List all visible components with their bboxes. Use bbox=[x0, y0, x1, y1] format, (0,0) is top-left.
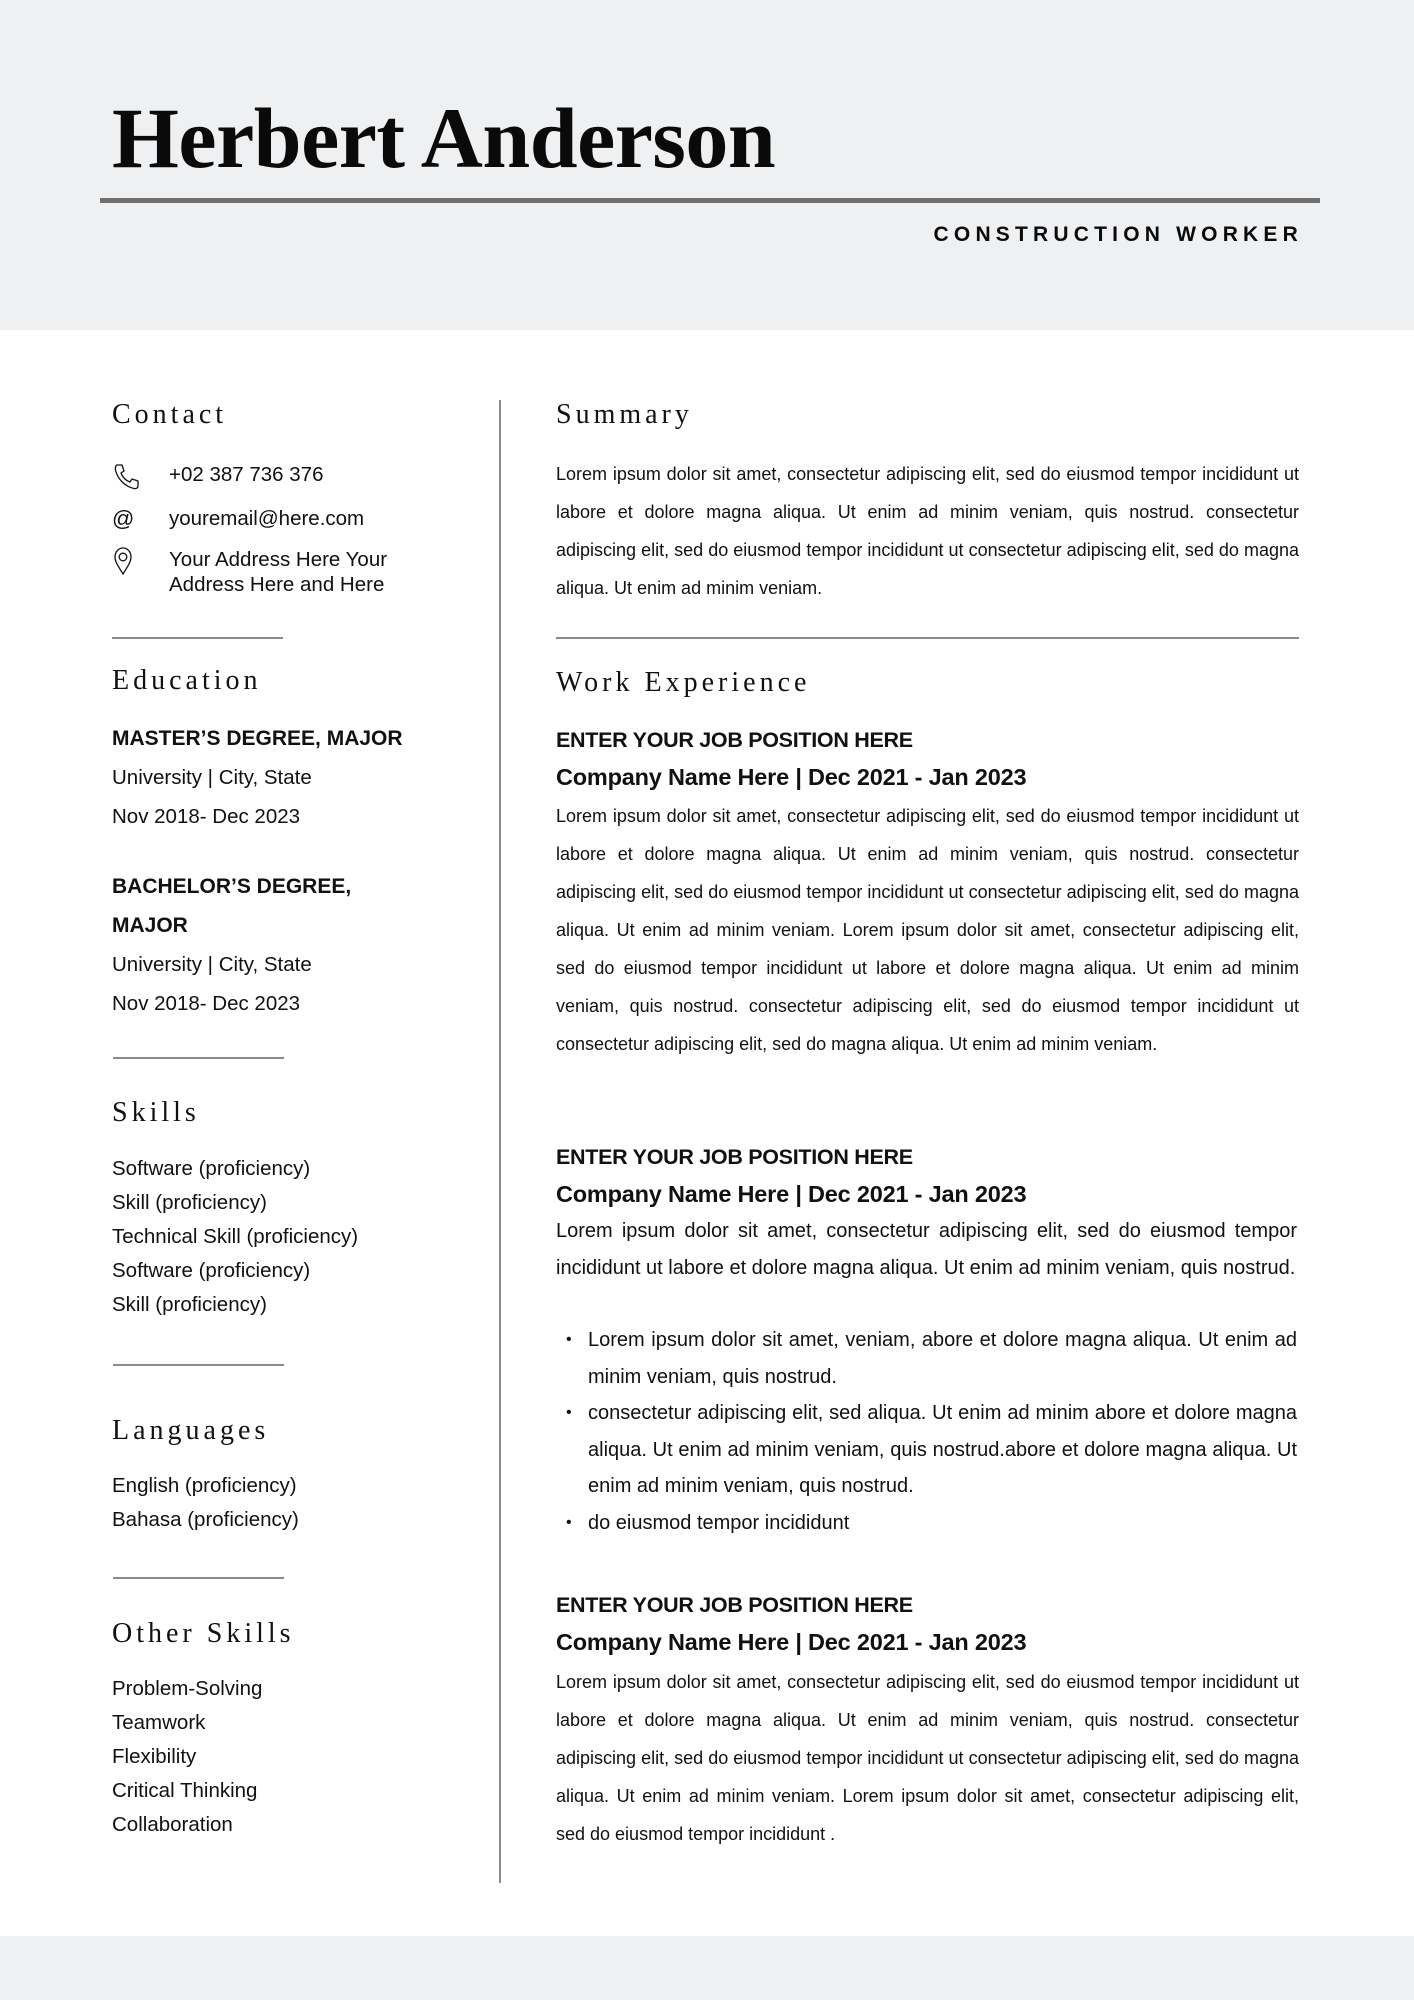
contact-email bbox=[112, 506, 365, 536]
footer-band bbox=[0, 1936, 1414, 2000]
language-item: English (proficiency) bbox=[112, 1474, 297, 1497]
svg-text:@: @ bbox=[112, 506, 135, 531]
email-address[interactable]: youremail@here.com bbox=[169, 507, 365, 530]
school-location: University | City, State bbox=[112, 766, 312, 789]
other-skill-item: Critical Thinking bbox=[112, 1779, 258, 1802]
work-experience-heading: Work Experience bbox=[556, 667, 811, 698]
address-line-1: Your Address Here Your bbox=[169, 548, 388, 571]
job-position: ENTER YOUR JOB POSITION HERE bbox=[556, 728, 913, 752]
other-skills-heading: Other Skills bbox=[112, 1618, 295, 1649]
job-bullet: • do eiusmod tempor incididunt bbox=[588, 1505, 1297, 1542]
school-location: University | City, State bbox=[112, 953, 312, 976]
section-divider bbox=[556, 637, 1299, 639]
education-dates: Nov 2018- Dec 2023 bbox=[112, 992, 301, 1015]
section-divider bbox=[112, 637, 283, 639]
job-bullet: • consectetur adipiscing elit, sed aliqua. Ut enim ad minim abore et dolore magna aliqua. Ut enim ad minim veniam, quis nostrud.abore et dolore magna aliqua. Ut enim ad minim veniam, quis nostrud. bbox=[588, 1395, 1297, 1505]
job-position: ENTER YOUR JOB POSITION HERE bbox=[556, 1593, 913, 1617]
degree-title: MASTER’S DEGREE, MAJOR bbox=[112, 727, 403, 750]
degree-title: BACHELOR’S DEGREE, bbox=[112, 875, 352, 898]
summary-heading: Summary bbox=[556, 399, 693, 430]
skill-item: Software (proficiency) bbox=[112, 1157, 311, 1180]
section-divider bbox=[113, 1057, 284, 1059]
at-sign-icon bbox=[112, 506, 142, 536]
phone-number: +02 387 736 376 bbox=[169, 463, 324, 486]
education-heading: Education bbox=[112, 665, 262, 696]
candidate-name: Herbert Anderson bbox=[112, 90, 776, 186]
other-skill-item: Collaboration bbox=[112, 1813, 233, 1836]
skill-item: Technical Skill (proficiency) bbox=[112, 1225, 359, 1248]
job-description: Lorem ipsum dolor sit amet, consectetur adipiscing elit, sed do eiusmod tempor incididunt ut labore et dolore magna aliqua. Ut enim ad minim veniam, quis nostrud. consectetur adipiscing elit, sed do eiusmod tempor incididunt ut consectetur adipiscing elit, sed do magna aliqua. Ut enim ad minim veniam. Lorem ipsum dolor sit amet, consectetur adipiscing elit, sed do eiusmod tempor incididunt ut labore et dolore magna aliqua. Ut enim ad minim veniam, quis nostrud. consectetur adipiscing elit, sed do eiusmod tempor incididunt ut consectetur adipiscing elit, sed do magna aliqua. Ut enim ad minim veniam. bbox=[556, 806, 1299, 1054]
contact-heading: Contact bbox=[112, 399, 228, 430]
job-company-dates: Company Name Here | Dec 2021 - Jan 2023 bbox=[556, 1181, 1027, 1207]
job-title: CONSTRUCTION WORKER bbox=[933, 223, 1303, 246]
job-bullet: • Lorem ipsum dolor sit amet, veniam, abore et dolore magna aliqua. Ut enim ad minim veniam, quis nostrud. bbox=[588, 1322, 1297, 1395]
column-divider bbox=[499, 400, 501, 1883]
skill-item: Skill (proficiency) bbox=[112, 1191, 267, 1214]
language-item: Bahasa (proficiency) bbox=[112, 1508, 299, 1531]
other-skill-item: Flexibility bbox=[112, 1745, 197, 1768]
skills-heading: Skills bbox=[112, 1097, 200, 1128]
summary-text: Lorem ipsum dolor sit amet, consectetur adipiscing elit, sed do eiusmod tempor incididunt ut labore et dolore magna aliqua. Ut enim ad minim veniam, quis nostrud. consectetur adipiscing elit, sed do eiusmod tempor incididunt ut consectetur adipiscing elit, sed do magna aliqua. Ut enim ad minim veniam. bbox=[556, 464, 1299, 598]
skill-item: Skill (proficiency) bbox=[112, 1293, 267, 1316]
other-skill-item: Problem-Solving bbox=[112, 1677, 263, 1700]
job-company-dates: Company Name Here | Dec 2021 - Jan 2023 bbox=[556, 1629, 1027, 1655]
job-description: Lorem ipsum dolor sit amet, consectetur adipiscing elit, sed do eiusmod tempor incididunt ut labore et dolore magna aliqua. Ut enim ad minim veniam, quis nostrud. bbox=[556, 1220, 1297, 1279]
degree-title-continued: MAJOR bbox=[112, 914, 188, 937]
education-dates: Nov 2018- Dec 2023 bbox=[112, 805, 301, 828]
other-skill-item: Teamwork bbox=[112, 1711, 206, 1734]
languages-heading: Languages bbox=[112, 1415, 270, 1446]
address-line-2: Address Here and Here bbox=[169, 573, 385, 596]
job-description: Lorem ipsum dolor sit amet, consectetur adipiscing elit, sed do eiusmod tempor incididunt ut labore et dolore magna aliqua. Ut enim ad minim veniam, quis nostrud. consectetur adipiscing elit, sed do eiusmod tempor incididunt ut consectetur adipiscing elit, sed do magna aliqua. Ut enim ad minim veniam. Lorem ipsum dolor sit amet, consectetur adipiscing elit, sed do eiusmod tempor incididunt . bbox=[556, 1672, 1299, 1844]
location-pin-icon bbox=[112, 545, 142, 575]
job-company-dates: Company Name Here | Dec 2021 - Jan 2023 bbox=[556, 764, 1027, 790]
job-position: ENTER YOUR JOB POSITION HERE bbox=[556, 1145, 913, 1169]
skill-item: Software (proficiency) bbox=[112, 1259, 311, 1282]
job-bullet-list bbox=[556, 1322, 1297, 1541]
contact-phone bbox=[112, 462, 324, 492]
contact-address bbox=[112, 545, 388, 596]
section-divider bbox=[113, 1577, 284, 1579]
name-underline-rule bbox=[100, 198, 1320, 203]
section-divider bbox=[113, 1364, 284, 1366]
phone-icon bbox=[112, 462, 142, 492]
